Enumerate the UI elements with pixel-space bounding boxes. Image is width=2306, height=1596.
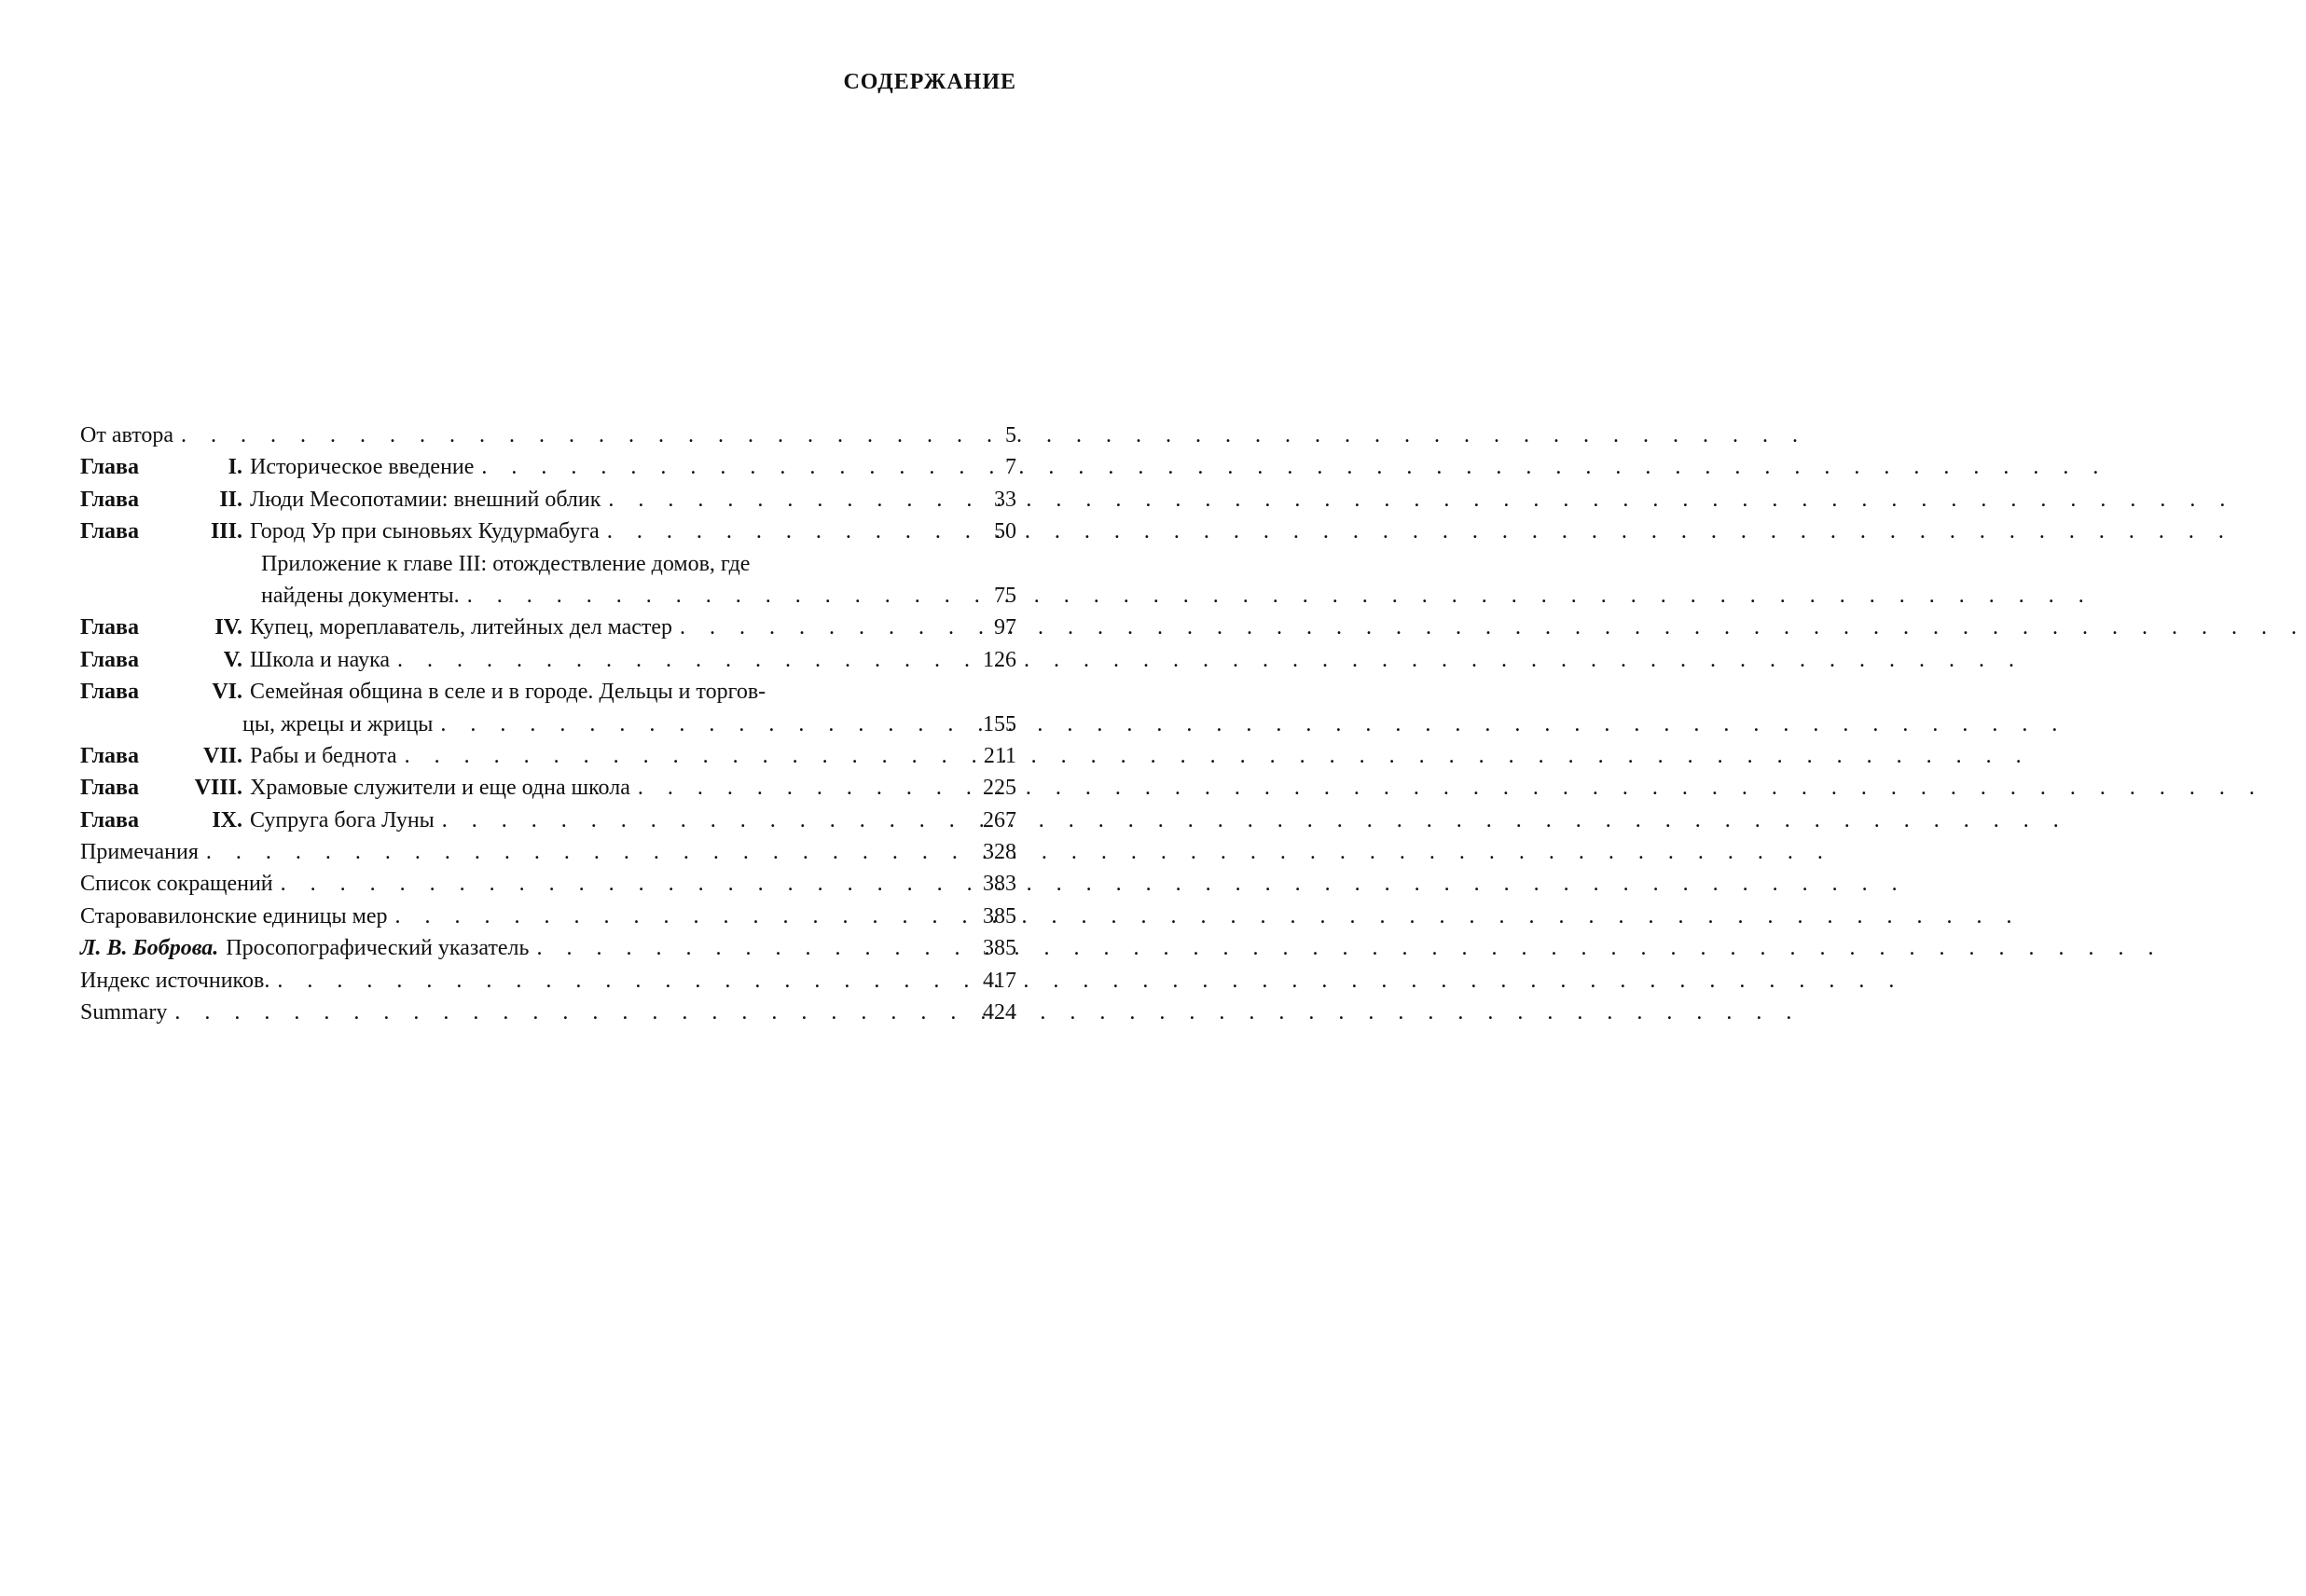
- toc-entry-title: Храмовые служители и еще одна школа: [250, 776, 630, 801]
- toc-entry-foreword[interactable]: [80, 420, 1016, 451]
- leader-dots: [390, 644, 951, 676]
- chapter-numeral: VI.: [212, 680, 242, 705]
- toc-entry-chapter-9[interactable]: [80, 805, 1016, 836]
- chapter-label: Глава: [80, 519, 139, 544]
- toc-entry-page: 7: [1005, 455, 1016, 480]
- toc-entry-page: 417: [983, 968, 1016, 993]
- leader-dots: [167, 997, 951, 1028]
- leader-dots: [273, 868, 951, 900]
- toc-entry-page: 5: [1005, 423, 1016, 447]
- chapter-numeral: III.: [210, 519, 242, 544]
- toc-entry-title: Историческое введение: [250, 455, 475, 480]
- toc-entry-chapter-5[interactable]: [80, 644, 1016, 676]
- leader-dots: [433, 709, 951, 740]
- toc-entry-chapter-4[interactable]: [80, 612, 1016, 643]
- toc-entry-title-continued: найдены документы.: [261, 583, 460, 608]
- toc-entry-title: Приложение к главе III: отождествление домов, где: [261, 551, 751, 576]
- toc-entry-chapter-8[interactable]: [80, 772, 1016, 804]
- toc-entry-title: Summary: [80, 1000, 168, 1025]
- leader-dots: [269, 965, 951, 997]
- toc-entry-page: 211: [983, 743, 1016, 768]
- chapter-numeral: IV.: [214, 615, 242, 640]
- chapter-numeral: VIII.: [194, 776, 242, 801]
- toc-entry-page: 126: [983, 647, 1016, 672]
- toc-entry-prosopographic-index[interactable]: [80, 932, 1016, 964]
- toc-entry-page: 385: [983, 903, 1016, 929]
- leader-dots: [474, 451, 951, 483]
- leader-dots: [387, 901, 951, 932]
- toc-entry-page: 155: [983, 711, 1016, 736]
- toc-entry-chapter-7[interactable]: [80, 740, 1016, 772]
- toc-entry-title: Люди Месопотамии: внешний облик: [250, 487, 601, 512]
- toc-entry-title: Примечания: [80, 840, 199, 865]
- chapter-numeral: V.: [223, 647, 242, 672]
- toc-entry-source-index[interactable]: [80, 965, 1016, 997]
- chapter-label: Глава: [80, 487, 139, 512]
- leader-dots: [435, 805, 951, 836]
- toc-entry-title-continued: цы, жрецы и жрицы: [242, 711, 434, 736]
- chapter-label: Глава: [80, 680, 139, 705]
- toc-entry-title: Список сокращений: [80, 872, 273, 897]
- toc-entry-page: 328: [983, 840, 1016, 865]
- toc-entry-abbreviations[interactable]: [80, 868, 1016, 900]
- leader-dots: [173, 420, 951, 451]
- leader-dots: [601, 484, 951, 516]
- chapter-label: Глава: [80, 647, 139, 672]
- toc-entry-title: Школа и наука: [250, 647, 391, 672]
- chapter-numeral: II.: [219, 487, 242, 512]
- toc-entry-title: Старовавилонские единицы мер: [80, 903, 388, 929]
- toc-entry-units-of-measure[interactable]: [80, 901, 1016, 932]
- toc-entry-title: Индекс источников.: [80, 968, 270, 993]
- leader-dots: [460, 580, 951, 612]
- toc-entry-page: 75: [994, 583, 1016, 608]
- toc-entry-chapter-6-line-2[interactable]: [80, 709, 1016, 740]
- toc-entry-page: 383: [983, 872, 1016, 897]
- toc-entry-page: 424: [983, 1000, 1016, 1025]
- page: [0, 0, 1119, 1596]
- toc-entry-appendix-3-line-2[interactable]: [80, 580, 1016, 612]
- toc-entry-chapter-6-line-1[interactable]: [80, 676, 1016, 708]
- toc-entry-chapter-3[interactable]: [80, 516, 1016, 547]
- chapter-numeral: VII.: [202, 743, 242, 768]
- leader-dots: [199, 836, 951, 868]
- toc-entry-title: Семейная община в селе и в городе. Дельцы и торгов-: [250, 680, 766, 705]
- chapter-label: Глава: [80, 807, 139, 832]
- toc-entry-chapter-1[interactable]: [80, 451, 1016, 483]
- chapter-numeral: IX.: [212, 807, 242, 832]
- toc-entry-page: 97: [994, 615, 1016, 640]
- leader-dots: [529, 932, 951, 964]
- toc-entry-title: От автора: [80, 423, 174, 447]
- toc-entry-page: 33: [994, 487, 1016, 512]
- toc-entry-title: Купец, мореплаватель, литейных дел мастер: [250, 615, 673, 640]
- chapter-label: Глава: [80, 455, 139, 480]
- leader-dots: [397, 740, 951, 772]
- chapter-numeral: I.: [228, 455, 242, 480]
- leader-dots: [600, 516, 951, 547]
- toc-entry-title: Супруга бога Луны: [250, 807, 435, 832]
- chapter-label: Глава: [80, 776, 139, 801]
- toc-entry-appendix-3-line-1[interactable]: [80, 548, 1016, 580]
- leader-dots: [630, 772, 951, 804]
- page-title: СОДЕРЖАНИЕ: [843, 70, 1016, 94]
- toc-entry-page: 385: [983, 936, 1016, 961]
- toc-entry-chapter-2[interactable]: [80, 484, 1016, 516]
- toc-entry-title: Рабы и беднота: [250, 743, 397, 768]
- toc-entry-page: 267: [983, 807, 1016, 832]
- toc-entry-notes[interactable]: [80, 836, 1016, 868]
- toc-entry-page: 50: [994, 519, 1016, 544]
- toc-entry-title: Просопографический указатель: [226, 936, 530, 961]
- toc-entry-author: Л. В. Боброва.: [80, 936, 219, 961]
- chapter-label: Глава: [80, 615, 139, 640]
- toc-entry-title: Город Ур при сыновьях Кудурмабуга: [250, 519, 600, 544]
- table-of-contents: [80, 420, 1016, 1028]
- leader-dots: [672, 612, 951, 643]
- toc-entry-summary[interactable]: [80, 997, 1016, 1028]
- chapter-label: Глава: [80, 743, 139, 768]
- toc-entry-page: 225: [983, 776, 1016, 801]
